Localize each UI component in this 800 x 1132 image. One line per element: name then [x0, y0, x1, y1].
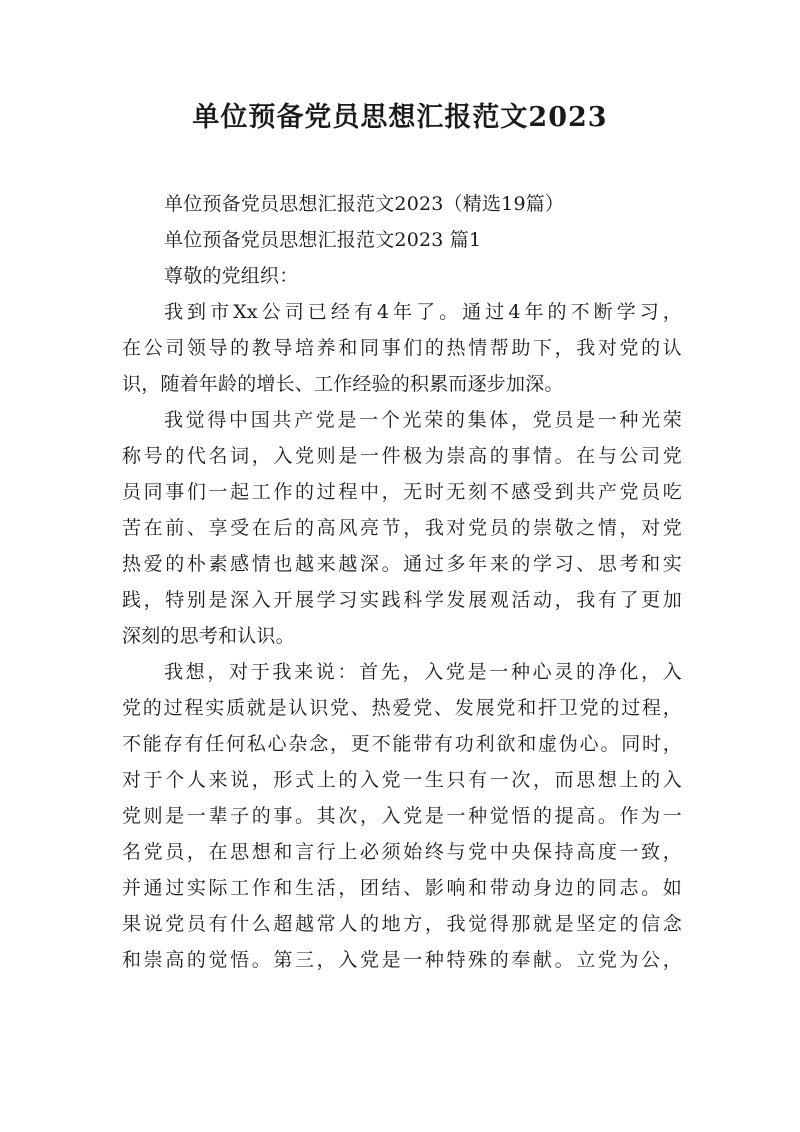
- salutation: 尊敬的党组织：: [164, 265, 299, 287]
- paragraph-2-line-3: 员同事们一起工作的过程中，无时无刻不感受到共产党员吃: [122, 481, 682, 503]
- paragraph-3-line-5: 党则是一辈子的事。其次，入党是一种觉悟的提高。作为一: [122, 805, 682, 827]
- paragraph-3-line-6: 名党员，在思想和言行上必须始终与党中央保持高度一致，: [122, 841, 682, 863]
- paragraph-3-line-8: 果说党员有什么超越常人的地方，我觉得那就是坚定的信念: [122, 913, 682, 935]
- paragraph-2-line-2: 称号的代名词，入党则是一件极为崇高的事情。在与公司党: [122, 445, 682, 467]
- paragraph-3-line-2: 党的过程实质就是认识党、热爱党、发展党和扞卫党的过程，: [122, 697, 682, 719]
- document-body: [122, 186, 682, 978]
- paragraph-3-line-3: 不能存有任何私心杂念，更不能带有功利欲和虚伪心。同时，: [122, 733, 682, 755]
- paragraph-2-line-6: 践，特别是深入开展学习实践科学发展观活动，我有了更加: [122, 589, 682, 611]
- section-heading: 单位预备党员思想汇报范文2023 篇1: [164, 229, 482, 251]
- paragraph-2-line-7: 深刻的思考和认识。: [122, 625, 295, 647]
- paragraph-2-line-1: 我觉得中国共产党是一个光荣的集体，党员是一种光荣: [164, 409, 682, 431]
- paragraph-2-line-4: 苦在前、享受在后的高风亮节，我对党员的崇敬之情，对党: [122, 517, 682, 539]
- paragraph-3-line-4: 对于个人来说，形式上的入党一生只有一次，而思想上的入: [122, 769, 682, 791]
- paragraph-2-line-5: 热爱的朴素感情也越来越深。通过多年来的学习、思考和实: [122, 553, 682, 575]
- paragraph-3-line-7: 并通过实际工作和生活，团结、影响和带动身边的同志。如: [122, 877, 682, 899]
- document-title: 单位预备党员思想汇报范文2023: [192, 102, 608, 133]
- paragraph-1-line-2: 在公司领导的教导培养和同事们的热情帮助下，我对党的认: [122, 337, 682, 359]
- paragraph-1-line-3: 识，随着年龄的增长、工作经验的积累而逐步加深。: [122, 373, 564, 395]
- paragraph-1-line-1: 我到市Xx公司已经有4年了。通过4年的不断学习，: [164, 301, 682, 323]
- paragraph-3-line-1: 我想，对于我来说：首先，入党是一种心灵的净化，入: [164, 661, 682, 683]
- subtitle-line: 单位预备党员思想汇报范文2023（精选19篇）: [164, 193, 565, 215]
- paragraph-3-line-9: 和崇高的觉悟。第三，入党是一种特殊的奉献。立党为公，: [122, 949, 682, 971]
